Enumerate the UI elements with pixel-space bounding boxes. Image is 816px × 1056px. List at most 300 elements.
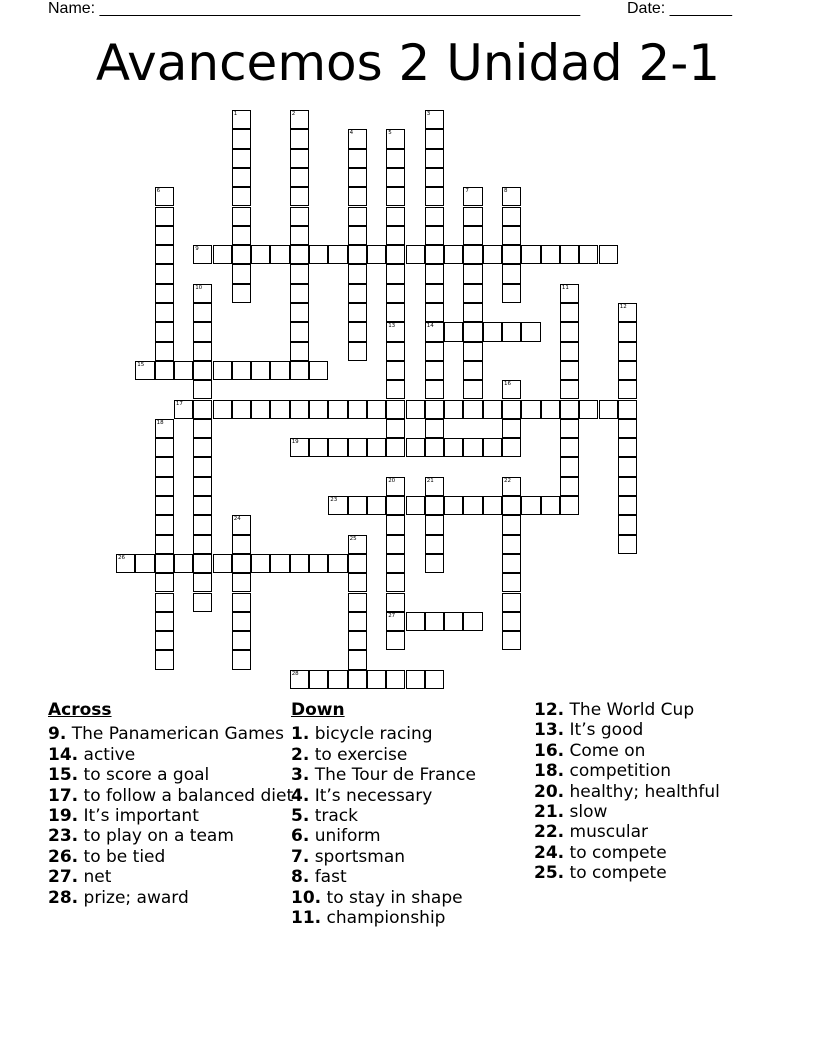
crossword-cell[interactable] — [444, 438, 463, 457]
crossword-cell[interactable] — [232, 149, 251, 168]
crossword-cell[interactable] — [463, 400, 482, 419]
crossword-cell[interactable] — [213, 400, 232, 419]
crossword-cell[interactable] — [618, 400, 637, 419]
crossword-cell[interactable] — [348, 284, 367, 303]
crossword-cell[interactable] — [483, 245, 502, 264]
crossword-cell[interactable] — [386, 419, 405, 438]
crossword-cell[interactable] — [560, 303, 579, 322]
crossword-cell[interactable] — [425, 303, 444, 322]
crossword-cell[interactable] — [155, 245, 174, 264]
crossword-cell[interactable] — [193, 284, 212, 303]
crossword-cell[interactable] — [290, 226, 309, 245]
crossword-cell[interactable] — [502, 554, 521, 573]
clue-number-label: 26 — [118, 554, 125, 561]
crossword-cell[interactable] — [193, 477, 212, 496]
crossword-cell[interactable] — [541, 245, 560, 264]
crossword-cell[interactable] — [367, 496, 386, 515]
crossword-cell[interactable] — [270, 400, 289, 419]
crossword-cell[interactable] — [270, 361, 289, 380]
crossword-cell[interactable] — [560, 245, 579, 264]
crossword-cell[interactable] — [155, 477, 174, 496]
crossword-cell[interactable] — [579, 400, 598, 419]
crossword-cell[interactable] — [502, 400, 521, 419]
crossword-cell[interactable] — [328, 400, 347, 419]
crossword-cell[interactable] — [232, 264, 251, 283]
crossword-cell[interactable] — [425, 264, 444, 283]
crossword-cell[interactable] — [193, 438, 212, 457]
crossword-cell[interactable] — [309, 554, 328, 573]
crossword-cell[interactable] — [155, 187, 174, 206]
clue-text: muscular — [564, 822, 648, 843]
crossword-cell[interactable] — [328, 496, 347, 515]
crossword-cell[interactable] — [502, 631, 521, 650]
crossword-cell[interactable] — [290, 361, 309, 380]
crossword-cell[interactable] — [463, 226, 482, 245]
crossword-cell[interactable] — [425, 438, 444, 457]
crossword-cell[interactable] — [502, 226, 521, 245]
crossword-cell[interactable] — [579, 245, 598, 264]
crossword-cell[interactable] — [425, 535, 444, 554]
crossword-cell[interactable] — [155, 554, 174, 573]
crossword-cell[interactable] — [425, 380, 444, 399]
crossword-cell[interactable] — [463, 284, 482, 303]
crossword-cell[interactable] — [425, 342, 444, 361]
crossword-cell[interactable] — [270, 554, 289, 573]
crossword-cell[interactable] — [618, 438, 637, 457]
crossword-cell[interactable] — [193, 457, 212, 476]
crossword-cell[interactable] — [348, 342, 367, 361]
crossword-cell[interactable] — [463, 342, 482, 361]
crossword-cell[interactable] — [232, 207, 251, 226]
crossword-cell[interactable] — [290, 303, 309, 322]
crossword-cell[interactable] — [425, 400, 444, 419]
crossword-cell[interactable] — [193, 342, 212, 361]
crossword-cell[interactable] — [290, 187, 309, 206]
crossword-cell[interactable] — [560, 457, 579, 476]
crossword-cell[interactable] — [386, 342, 405, 361]
crossword-cell[interactable] — [367, 245, 386, 264]
clue-text: The Panamerican Games — [66, 724, 284, 745]
crossword-cell[interactable] — [521, 496, 540, 515]
crossword-cell[interactable] — [425, 515, 444, 534]
crossword-cell[interactable] — [521, 322, 540, 341]
crossword-cell[interactable] — [348, 226, 367, 245]
crossword-cell[interactable] — [155, 342, 174, 361]
crossword-cell[interactable] — [348, 129, 367, 148]
crossword-cell[interactable] — [348, 245, 367, 264]
crossword-cell[interactable] — [463, 380, 482, 399]
crossword-cell[interactable] — [386, 226, 405, 245]
crossword-cell[interactable] — [232, 187, 251, 206]
crossword-cell[interactable] — [348, 496, 367, 515]
crossword-cell[interactable] — [386, 129, 405, 148]
crossword-cell[interactable] — [193, 419, 212, 438]
crossword-cell[interactable] — [290, 284, 309, 303]
crossword-cell[interactable] — [348, 400, 367, 419]
crossword-cell[interactable] — [618, 342, 637, 361]
crossword-cell[interactable] — [463, 496, 482, 515]
crossword-cell[interactable] — [348, 207, 367, 226]
crossword-cell[interactable] — [135, 554, 154, 573]
crossword-cell[interactable] — [290, 245, 309, 264]
crossword-cell[interactable] — [463, 264, 482, 283]
crossword-cell[interactable] — [290, 110, 309, 129]
crossword-cell[interactable] — [425, 670, 444, 689]
crossword-cell[interactable] — [599, 245, 618, 264]
crossword-cell[interactable] — [290, 438, 309, 457]
crossword-cell[interactable] — [232, 612, 251, 631]
crossword-cell[interactable] — [463, 187, 482, 206]
crossword-cell[interactable] — [290, 670, 309, 689]
crossword-cell[interactable] — [348, 554, 367, 573]
crossword-cell[interactable] — [560, 496, 579, 515]
crossword-cell[interactable] — [502, 477, 521, 496]
crossword-cell[interactable] — [618, 457, 637, 476]
clue-item — [291, 745, 541, 765]
crossword-cell[interactable] — [386, 573, 405, 592]
crossword-cell[interactable] — [155, 612, 174, 631]
crossword-cell[interactable] — [406, 400, 425, 419]
crossword-cell[interactable] — [367, 670, 386, 689]
crossword-cell[interactable] — [155, 264, 174, 283]
crossword-cell[interactable] — [386, 631, 405, 650]
crossword-cell[interactable] — [386, 207, 405, 226]
crossword-cell[interactable] — [232, 226, 251, 245]
crossword-cell[interactable] — [560, 361, 579, 380]
crossword-cell[interactable] — [328, 670, 347, 689]
crossword-cell[interactable] — [386, 284, 405, 303]
crossword-cell[interactable] — [155, 457, 174, 476]
crossword-cell[interactable] — [618, 515, 637, 534]
crossword-cell[interactable] — [290, 322, 309, 341]
crossword-cell[interactable] — [386, 535, 405, 554]
crossword-cell[interactable] — [348, 535, 367, 554]
crossword-cell[interactable] — [502, 322, 521, 341]
crossword-cell[interactable] — [290, 400, 309, 419]
crossword-cell[interactable] — [560, 400, 579, 419]
crossword-cell[interactable] — [155, 284, 174, 303]
crossword-cell[interactable] — [155, 226, 174, 245]
crossword-cell[interactable] — [270, 245, 289, 264]
clue-text: Come on — [564, 740, 646, 761]
crossword-cell[interactable] — [367, 400, 386, 419]
crossword-cell[interactable] — [618, 303, 637, 322]
crossword-cell[interactable] — [348, 593, 367, 612]
crossword-cell[interactable] — [502, 245, 521, 264]
crossword-cell[interactable] — [193, 535, 212, 554]
crossword-cell[interactable] — [348, 612, 367, 631]
crossword-cell[interactable] — [309, 438, 328, 457]
crossword-cell[interactable] — [425, 245, 444, 264]
clue-text: bicycle racing — [309, 724, 433, 745]
crossword-cell[interactable] — [232, 284, 251, 303]
clue-item — [48, 826, 298, 846]
crossword-cell[interactable] — [560, 322, 579, 341]
crossword-cell[interactable] — [463, 612, 482, 631]
crossword-cell[interactable] — [348, 650, 367, 669]
clue-item — [291, 826, 541, 846]
crossword-cell[interactable] — [502, 573, 521, 592]
crossword-cell[interactable] — [348, 322, 367, 341]
crossword-cell[interactable] — [135, 361, 154, 380]
crossword-cell[interactable] — [425, 496, 444, 515]
crossword-cell[interactable] — [483, 400, 502, 419]
crossword-cell[interactable] — [290, 149, 309, 168]
crossword-cell[interactable] — [425, 187, 444, 206]
crossword-cell[interactable] — [213, 245, 232, 264]
crossword-cell[interactable] — [232, 554, 251, 573]
crossword-cell[interactable] — [599, 400, 618, 419]
crossword-cell[interactable] — [463, 361, 482, 380]
crossword-cell[interactable] — [560, 380, 579, 399]
crossword-cell[interactable] — [348, 303, 367, 322]
crossword-cell[interactable] — [232, 110, 251, 129]
crossword-cell[interactable] — [309, 361, 328, 380]
name-line: Name: ______________________________________________________ — [48, 0, 581, 17]
crossword-cell[interactable] — [502, 496, 521, 515]
crossword-cell[interactable] — [116, 554, 135, 573]
crossword-cell[interactable] — [618, 380, 637, 399]
crossword-cell[interactable] — [406, 670, 425, 689]
crossword-cell[interactable] — [386, 438, 405, 457]
crossword-cell[interactable] — [328, 245, 347, 264]
crossword-cell[interactable] — [213, 554, 232, 573]
crossword-cell[interactable] — [348, 438, 367, 457]
crossword-cell[interactable] — [232, 245, 251, 264]
crossword-cell[interactable] — [232, 515, 251, 534]
crossword-cell[interactable] — [386, 264, 405, 283]
crossword-cell[interactable] — [502, 380, 521, 399]
crossword-cell[interactable] — [290, 129, 309, 148]
crossword-cell[interactable] — [618, 496, 637, 515]
crossword-cell[interactable] — [348, 168, 367, 187]
crossword-cell[interactable] — [290, 168, 309, 187]
crossword-cell[interactable] — [541, 400, 560, 419]
crossword-cell[interactable] — [386, 670, 405, 689]
crossword-cell[interactable] — [425, 168, 444, 187]
crossword-cell[interactable] — [425, 361, 444, 380]
crossword-cell[interactable] — [155, 438, 174, 457]
crossword-cell[interactable] — [386, 361, 405, 380]
crossword-cell[interactable] — [444, 400, 463, 419]
crossword-cell[interactable] — [232, 129, 251, 148]
crossword-cell[interactable] — [193, 303, 212, 322]
crossword-cell[interactable] — [193, 380, 212, 399]
crossword-cell[interactable] — [348, 631, 367, 650]
crossword-cell[interactable] — [425, 419, 444, 438]
clue-number: 8. — [291, 867, 310, 888]
crossword-cell[interactable] — [193, 400, 212, 419]
crossword-cell[interactable] — [483, 496, 502, 515]
clue-text: competition — [564, 761, 672, 782]
crossword-cell[interactable] — [348, 149, 367, 168]
crossword-cell[interactable] — [232, 631, 251, 650]
crossword-cell[interactable] — [618, 361, 637, 380]
crossword-cell[interactable] — [290, 342, 309, 361]
crossword-cell[interactable] — [193, 245, 212, 264]
crossword-cell[interactable] — [463, 303, 482, 322]
crossword-cell[interactable] — [406, 438, 425, 457]
crossword-cell[interactable] — [502, 187, 521, 206]
crossword-cell[interactable] — [174, 400, 193, 419]
crossword-cell[interactable] — [155, 631, 174, 650]
crossword-cell[interactable] — [502, 535, 521, 554]
crossword-cell[interactable] — [348, 187, 367, 206]
crossword-cell[interactable] — [328, 438, 347, 457]
crossword-cell[interactable] — [386, 245, 405, 264]
crossword-cell[interactable] — [618, 535, 637, 554]
clue-number: 25. — [534, 863, 565, 884]
crossword-cell[interactable] — [386, 593, 405, 612]
crossword-cell[interactable] — [425, 129, 444, 148]
crossword-cell[interactable] — [406, 496, 425, 515]
crossword-cell[interactable] — [155, 419, 174, 438]
crossword-cell[interactable] — [521, 245, 540, 264]
crossword-cell[interactable] — [386, 477, 405, 496]
crossword-cell[interactable] — [502, 284, 521, 303]
page-title: Avancemos 2 Unidad 2-1 — [95, 34, 721, 92]
crossword-cell[interactable] — [328, 554, 347, 573]
crossword-cell[interactable] — [386, 400, 405, 419]
crossword-cell[interactable] — [444, 322, 463, 341]
crossword-cell[interactable] — [193, 515, 212, 534]
crossword-cell[interactable] — [386, 380, 405, 399]
crossword-cell[interactable] — [386, 554, 405, 573]
crossword-cell[interactable] — [386, 303, 405, 322]
crossword-cell[interactable] — [425, 554, 444, 573]
crossword-cell[interactable] — [232, 400, 251, 419]
crossword-cell[interactable] — [367, 438, 386, 457]
crossword-cell[interactable] — [502, 612, 521, 631]
crossword-cell[interactable] — [155, 573, 174, 592]
clue-item — [48, 765, 298, 785]
crossword-cell[interactable] — [444, 612, 463, 631]
crossword-cell[interactable] — [155, 515, 174, 534]
crossword-cell[interactable] — [290, 264, 309, 283]
crossword-cell[interactable] — [541, 496, 560, 515]
crossword-cell[interactable] — [502, 593, 521, 612]
crossword-cell[interactable] — [502, 207, 521, 226]
crossword-cell[interactable] — [290, 554, 309, 573]
crossword-cell[interactable] — [618, 322, 637, 341]
crossword-cell[interactable] — [425, 149, 444, 168]
crossword-cell[interactable] — [386, 168, 405, 187]
crossword-cell[interactable] — [174, 361, 193, 380]
crossword-cell[interactable] — [386, 322, 405, 341]
crossword-cell[interactable] — [348, 573, 367, 592]
crossword-cell[interactable] — [309, 245, 328, 264]
crossword-cell[interactable] — [155, 535, 174, 554]
crossword-cell[interactable] — [193, 496, 212, 515]
crossword-cell[interactable] — [618, 477, 637, 496]
crossword-cell[interactable] — [560, 419, 579, 438]
crossword-cell[interactable] — [618, 419, 637, 438]
crossword-cell[interactable] — [386, 612, 405, 631]
crossword-cell[interactable] — [348, 670, 367, 689]
crossword-cell[interactable] — [251, 554, 270, 573]
crossword-cell[interactable] — [155, 207, 174, 226]
crossword-cell[interactable] — [174, 554, 193, 573]
clue-item — [48, 867, 298, 887]
crossword-cell[interactable] — [232, 361, 251, 380]
crossword-cell[interactable] — [193, 593, 212, 612]
crossword-cell[interactable] — [483, 322, 502, 341]
crossword-cell[interactable] — [463, 322, 482, 341]
crossword-cell[interactable] — [155, 593, 174, 612]
crossword-cell[interactable] — [502, 438, 521, 457]
crossword-cell[interactable] — [251, 400, 270, 419]
crossword-cell[interactable] — [251, 245, 270, 264]
crossword-cell[interactable] — [232, 650, 251, 669]
crossword-cell[interactable] — [155, 361, 174, 380]
crossword-cell[interactable] — [521, 400, 540, 419]
crossword-cell[interactable] — [444, 245, 463, 264]
crossword-cell[interactable] — [463, 207, 482, 226]
crossword-cell[interactable] — [309, 400, 328, 419]
crossword-cell[interactable] — [560, 342, 579, 361]
crossword-cell[interactable] — [444, 496, 463, 515]
crossword-cell[interactable] — [425, 477, 444, 496]
crossword-cell[interactable] — [232, 168, 251, 187]
crossword-cell[interactable] — [406, 245, 425, 264]
clue-number-label: 13 — [388, 323, 396, 330]
crossword-cell[interactable] — [251, 361, 270, 380]
crossword-cell[interactable] — [386, 149, 405, 168]
crossword-cell[interactable] — [193, 573, 212, 592]
crossword-cell[interactable] — [386, 496, 405, 515]
crossword-cell[interactable] — [290, 207, 309, 226]
crossword-cell[interactable] — [232, 535, 251, 554]
crossword-cell[interactable] — [425, 322, 444, 341]
crossword-cell[interactable] — [425, 207, 444, 226]
clue-text: to stay in shape — [321, 887, 463, 908]
crossword-cell[interactable] — [213, 361, 232, 380]
across-heading: Across — [48, 700, 112, 720]
crossword-cell[interactable] — [560, 284, 579, 303]
crossword-cell[interactable] — [309, 670, 328, 689]
crossword-cell[interactable] — [502, 419, 521, 438]
crossword-cell[interactable] — [406, 612, 425, 631]
crossword-cell[interactable] — [502, 515, 521, 534]
crossword-cell[interactable] — [483, 438, 502, 457]
crossword-cell[interactable] — [463, 438, 482, 457]
crossword-cell[interactable] — [193, 361, 212, 380]
crossword-cell[interactable] — [560, 438, 579, 457]
crossword-cell[interactable] — [348, 264, 367, 283]
crossword-cell[interactable] — [155, 303, 174, 322]
crossword-cell[interactable] — [193, 554, 212, 573]
clue-text: to compete — [564, 863, 667, 884]
crossword-cell[interactable] — [502, 264, 521, 283]
crossword-cell[interactable] — [232, 593, 251, 612]
crossword-cell[interactable] — [193, 322, 212, 341]
clue-item — [48, 847, 298, 867]
crossword-cell[interactable] — [386, 515, 405, 534]
clue-text: It’s good — [564, 720, 644, 741]
crossword-cell[interactable] — [560, 477, 579, 496]
crossword-cell[interactable] — [425, 226, 444, 245]
crossword-cell[interactable] — [463, 245, 482, 264]
crossword-cell[interactable] — [425, 284, 444, 303]
crossword-cell[interactable] — [232, 573, 251, 592]
crossword-cell[interactable] — [155, 650, 174, 669]
clue-number-label: 14 — [426, 323, 434, 330]
crossword-cell[interactable] — [425, 110, 444, 129]
crossword-cell[interactable] — [155, 322, 174, 341]
crossword-cell[interactable] — [155, 496, 174, 515]
crossword-cell[interactable] — [425, 612, 444, 631]
crossword-cell[interactable] — [386, 187, 405, 206]
